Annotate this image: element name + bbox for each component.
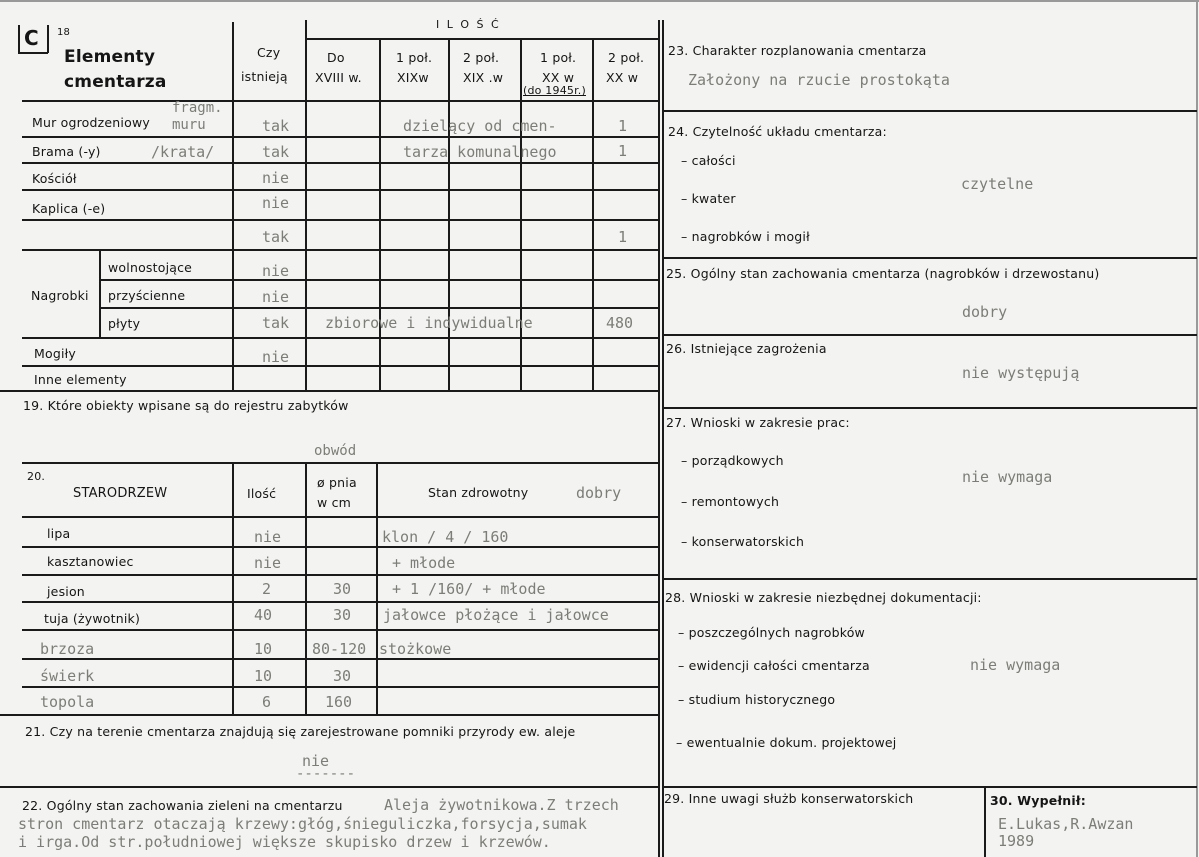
q24-label: 24. Czytelność układu cmentarza: — [668, 124, 887, 139]
tree-note: klon / 4 / 160 — [382, 528, 509, 546]
q30-label: 30. Wypełnił: — [990, 793, 1086, 808]
q21-label: 21. Czy na terenie cmentarza znajdują się zarejestrowane pomniki przyrody ew. aleje — [25, 724, 576, 739]
typed-qty: 1 — [618, 228, 628, 246]
elements-col-divider — [232, 22, 234, 390]
period-header: XX w — [606, 70, 639, 85]
section-number: 18 — [57, 27, 71, 38]
right-rule — [662, 578, 1197, 580]
qty-col-divider — [305, 20, 307, 390]
typed-desc: tarza komunalnego — [403, 143, 557, 161]
right-rule — [662, 257, 1197, 259]
tree-row-rule — [22, 574, 658, 576]
typed-exists: nie — [262, 262, 290, 280]
q27-label: 27. Wnioski w zakresie prac: — [666, 415, 850, 430]
typed-exists: tak — [262, 314, 290, 332]
typed-qty: 1 — [618, 142, 628, 160]
q28-answer: nie wymaga — [970, 656, 1061, 674]
row-label-inne: Inne elementy — [34, 372, 127, 387]
tree-qty: 10 — [254, 640, 273, 658]
q24-item: – nagrobków i mogił — [681, 229, 810, 244]
q23-label: 23. Charakter rozplanowania cmentarza — [668, 43, 927, 58]
tree-note: jałowce płożące i jałowce — [383, 606, 609, 624]
elements-table-bottom — [0, 390, 660, 392]
tree-note: + młode — [392, 554, 456, 572]
tree-qty: 40 — [254, 606, 273, 624]
tree-row-rule — [22, 601, 658, 603]
row-rule — [100, 307, 658, 309]
period-header: 1 poł. — [540, 50, 577, 65]
tree-name: lipa — [47, 526, 71, 541]
tree-row-rule — [22, 658, 658, 660]
right-rule — [662, 110, 1197, 112]
tree-row-rule — [22, 546, 658, 548]
q24-answer: czytelne — [961, 175, 1034, 193]
qty-header-rule — [306, 38, 658, 40]
period-header: 2 poł. — [463, 50, 500, 65]
typed-qty: 480 — [606, 314, 634, 332]
row-rule — [100, 279, 658, 281]
q29-q30-divider — [984, 786, 986, 857]
row-rule — [22, 189, 658, 191]
typed-exists: nie — [262, 169, 290, 187]
right-rule — [662, 407, 1197, 409]
tree-qty: 2 — [262, 580, 272, 598]
typed-exists: nie — [262, 194, 290, 212]
q21-dashes: ------- — [296, 766, 356, 782]
trees-top-rule — [22, 462, 658, 464]
q29-label: 29. Inne uwagi służb konserwatorskich — [664, 791, 914, 806]
q22-answer-line2: stron cmentarz otaczają krzewy:głóg,śnieguliczka,forsycja,sumak — [18, 815, 587, 833]
row-label-nagrobki: Nagrobki — [31, 288, 89, 303]
q27-answer: nie wymaga — [962, 468, 1053, 486]
center-divider-inner — [662, 20, 664, 857]
tree-row-rule — [22, 686, 658, 688]
row-rule — [22, 337, 658, 339]
q19-label: 19. Które obiekty wpisane są do rejestru zabytków — [23, 398, 349, 413]
typed-note: fragm. — [172, 100, 223, 116]
period-header: XVIII w. — [315, 70, 362, 85]
q23-answer: Założony na rzucie prostokąta — [688, 71, 950, 89]
typed-desc: zbiorowe i indywidualne — [325, 314, 533, 332]
q21-bottom-rule — [0, 786, 660, 788]
elements-title-line1: Elementy — [64, 47, 156, 67]
row-label-mur: Mur ogrodzeniowy — [32, 115, 150, 130]
typed-exists: nie — [262, 348, 290, 366]
row-rule — [22, 136, 658, 138]
q28-label: 28. Wnioski w zakresie niezbędnej dokumentacji: — [665, 590, 982, 605]
tree-qty: nie — [254, 528, 282, 546]
tree-diam: 30 — [333, 580, 352, 598]
q28-item: – ewentualnie dokum. projektowej — [676, 735, 897, 750]
typed-note: /krata/ — [151, 143, 215, 161]
row-rule — [22, 162, 658, 164]
elements-header-bottom-rule — [22, 100, 658, 102]
q22-answer-line3: i irga.Od str.południowej większe skupisko drzew i krzewów. — [18, 833, 551, 851]
row-label-brama: Brama (-y) — [32, 144, 101, 159]
tree-note: + 1 /160/ + młode — [392, 580, 546, 598]
nagrobki-sub-label: wolnostojące — [108, 260, 193, 275]
q28-item: – studium historycznego — [678, 692, 836, 707]
period-header: 1 poł. — [396, 50, 433, 65]
q30-year: 1989 — [998, 832, 1035, 850]
q27-item: – porządkowych — [681, 453, 784, 468]
tree-col-divider — [232, 462, 234, 714]
exists-header-line1: Czy — [257, 45, 281, 60]
tree-row-rule — [22, 629, 658, 631]
q30-name: E.Lukas,R.Awzan — [998, 815, 1134, 833]
row-label-kosciol: Kościół — [32, 171, 77, 186]
typed-qty: 1 — [618, 117, 628, 135]
row-rule — [22, 249, 658, 251]
row-label-mogily: Mogiły — [34, 346, 76, 361]
section-letter: C — [24, 26, 39, 50]
period-header: XIXw — [397, 70, 429, 85]
exists-header-line2: istnieją — [241, 69, 288, 84]
typed-state: dobry — [576, 484, 622, 502]
tree-col-divider — [305, 462, 307, 714]
typed-desc: dzielący od cmen- — [403, 117, 557, 135]
tree-name: topola — [40, 693, 95, 711]
typed-exists: nie — [262, 288, 290, 306]
q25-answer: dobry — [962, 303, 1008, 321]
row-rule — [22, 365, 658, 367]
q22-answer-line1: Aleja żywotnikowa.Z trzech — [384, 796, 619, 814]
tree-col-divider — [376, 462, 378, 714]
trees-title: STARODRZEW — [73, 486, 168, 501]
row-rule — [22, 219, 658, 221]
nagrobki-sub-label: płyty — [108, 316, 141, 331]
typed-obwod: obwód — [314, 443, 357, 459]
section-box-bottom — [18, 52, 48, 54]
right-rule — [662, 786, 1197, 788]
tree-diam: 160 — [325, 693, 353, 711]
tree-qty: 10 — [254, 667, 273, 685]
q20-number: 20. — [27, 470, 46, 483]
q26-label: 26. Istniejące zagrożenia — [666, 341, 827, 356]
quantity-header: I L O Ś Ć — [436, 18, 501, 31]
tree-note: stożkowe — [379, 640, 452, 658]
tree-qty: 6 — [262, 693, 272, 711]
q26-answer: nie występują — [962, 364, 1080, 382]
period-header: Do — [327, 50, 345, 65]
section-box-right — [47, 25, 49, 53]
card-right-edge — [1196, 0, 1198, 857]
section-box-left — [18, 25, 20, 53]
period-header: 2 poł. — [608, 50, 645, 65]
q22-label: 22. Ogólny stan zachowania zieleni na cmentarzu — [22, 798, 343, 813]
tree-name: tuja (żywotnik) — [44, 611, 141, 626]
trees-header-bottom — [22, 516, 658, 518]
typed-exists: tak — [262, 117, 290, 135]
trees-col-diam: w cm — [317, 495, 352, 510]
center-divider — [658, 20, 660, 857]
q24-item: – całości — [681, 153, 736, 168]
q27-item: – konserwatorskich — [681, 534, 805, 549]
card-top-edge — [0, 0, 1199, 2]
tree-diam: 30 — [333, 667, 352, 685]
tree-name: kasztanowiec — [47, 554, 134, 569]
typed-note: muru — [172, 117, 206, 133]
q24-item: – kwater — [681, 191, 736, 206]
right-rule — [662, 334, 1197, 336]
tree-name: brzoza — [40, 640, 95, 658]
period-header: XIX .w — [463, 70, 504, 85]
elements-title-line2: cmentarza — [64, 72, 167, 92]
nagrobki-sub-label: przyścienne — [108, 288, 186, 303]
tree-name: świerk — [40, 667, 95, 685]
q28-item: – ewidencji całości cmentarza — [678, 658, 870, 673]
q25-label: 25. Ogólny stan zachowania cmentarza (nagrobków i drzewostanu) — [666, 266, 1100, 281]
tree-diam: 80-120 — [312, 640, 367, 658]
period-header: (do 1945r.) — [523, 84, 586, 97]
trees-col-state: Stan zdrowotny — [428, 485, 529, 500]
trees-col-qty: Ilość — [247, 486, 277, 501]
row-label-kaplica: Kaplica (-e) — [32, 201, 106, 216]
typed-exists: tak — [262, 143, 290, 161]
q28-item: – poszczególnych nagrobków — [678, 625, 865, 640]
tree-qty: nie — [254, 554, 282, 572]
q27-item: – remontowych — [681, 494, 780, 509]
q21-answer: nie — [302, 752, 330, 770]
nagrobki-sub-divider — [99, 249, 101, 337]
trees-col-diam: ø pnia — [317, 475, 357, 490]
tree-diam: 30 — [333, 606, 352, 624]
period-header: XX w — [542, 70, 575, 85]
trees-bottom-rule — [0, 714, 660, 716]
tree-name: jesion — [47, 584, 85, 599]
typed-exists: tak — [262, 228, 290, 246]
